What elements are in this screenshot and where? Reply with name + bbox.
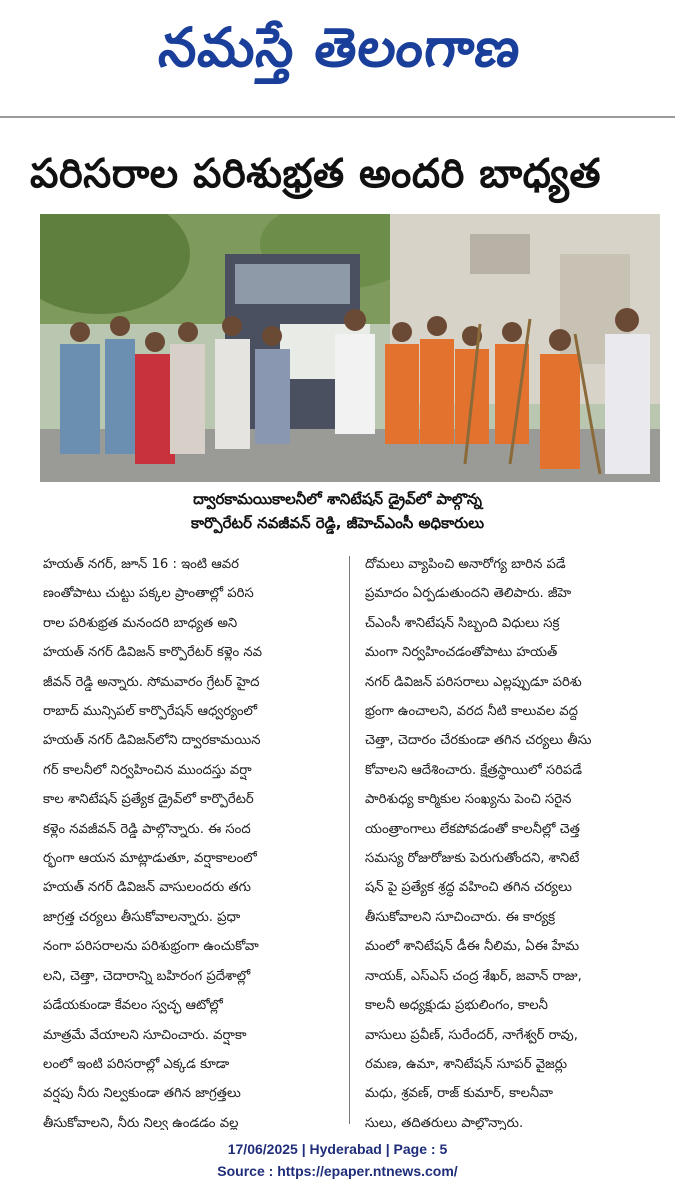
body-line: పారిశుధ్య కార్మికుల సంఖ్యను పెంచి సరైన [365,792,572,808]
right-column [365,550,665,1130]
left-column [43,550,343,1130]
body-line: జీవన్‌ రెడ్డి అన్నారు. సోమవారం గ్రేటర్‌ హైద [43,674,260,690]
article-headline: పరిసరాల పరిశుభ్రత అందరి బాధ్యత [30,151,601,197]
body-line: రమణ, ఉమా, శానిటేషన్‌ సూపర్‌ వైజర్లు [365,1056,568,1072]
body-line: నంగా పరిసరాలను పరిశుభ్రంగా ఉంచుకోవా [43,939,259,955]
body-line: కోవాలని ఆదేశించారు. క్షేత్రస్థాయిలో సరిపడే [365,762,583,778]
body-line: గర్‌ కాలనీలో నిర్వహించిన ముందస్తు వర్షా [43,762,252,778]
caption-line-2: కార్పొరేటర్‌ నవజీవన్‌ రెడ్డి, జీహెచ్‌ఎంసీ అధికారులు [190,514,485,532]
body-line: షన్‌ పై ప్రత్యేక శ్రద్ధ వహించి తగిన చర్యలు [365,880,572,896]
body-line: రాబాద్‌ మున్సిపల్‌ కార్పొరేషన్‌ ఆధ్వర్యంలో [43,704,258,720]
body-line: యంత్రాంగాలు లేకపోవడంతో కాలనీల్లో చెత్త [365,821,580,837]
body-line: చ్‌ఎంసీ శానిటేషన్‌ సిబ్బంది విధులు సక్ర [365,615,560,631]
body-line: కళ్లెం నవజీవన్‌ రెడ్డి పాల్గొన్నారు. ఈ సంద [43,821,251,837]
body-line: ప్రమాదం ఏర్పడుతుందని తెలిపారు. జీహె [365,586,572,602]
body-line: ర్భంగా ఆయన మాట్లాడుతూ, వర్షాకాలంలో [43,851,257,867]
article-body [0,550,675,1130]
footer-source-link[interactable]: Source : https://epaper.ntnews.com/ [217,1163,458,1179]
body-line: హయత్‌ నగర్‌, జూన్‌ 16 : ఇంటి ఆవర [43,557,239,572]
body-line: భ్రంగా ఉంచాలని, వరద నీటి కాలువల వద్ద [365,704,578,720]
body-line: సమస్య రోజురోజుకు పెరుగుతోందని, శానిటే [365,851,580,867]
body-line: హయత్‌ నగర్‌ డివిజన్‌లోని ద్వారకామయిన [43,733,261,749]
body-line: దోమలు వ్యాపించి అనారోగ్య బారిన పడే [365,557,566,572]
body-line: వాసులు ప్రవీణ్‌, సురేందర్‌, నాగేశ్వర్‌ రావు, [365,1027,578,1043]
caption-line-1: ద్వారకామయికాలనీలో శానిటేషన్‌ డ్రైవ్‌లో పాల్గొన్న [193,490,482,508]
body-line: తీసుకోవాలని, నీరు నిల్వ ఉండడం వల్ల [43,1115,239,1130]
article-photo [40,214,660,482]
column-divider [349,556,350,1124]
photo-of-sanitation-drive-icon [40,214,660,482]
body-line: మంగా నిర్వహించడంతోపాటు హయత్‌ [365,645,558,661]
body-line: హయత్‌ నగర్‌ డివిజన్‌ వాసులందరు తగు [43,880,251,896]
masthead [0,0,675,118]
body-line: కాలనీ అధ్యక్షుడు ప్రభులింగం, కాలనీ [365,998,548,1014]
body-line: నగర్‌ డివిజన్‌ పరిసరాలు ఎల్లప్పుడూ పరిశు [365,674,582,690]
page-footer [0,1136,675,1196]
body-line: నాయక్‌, ఎస్‌ఎస్‌ చంద్ర శేఖర్‌, జవాన్‌ రాజు, [365,968,582,984]
body-line: కాల శానిటేషన్‌ ప్రత్యేక డ్రైవ్‌లో కార్పొరేటర్‌ [43,792,254,808]
body-line: మంలో శానిటేషన్‌ డీఈ నీలిమ, ఏఈ హేమ [365,939,580,955]
body-line: లంలో ఇంటి పరిసరాల్లో ఎక్కడ కూడా [43,1056,230,1072]
body-line: హయత్‌ నగర్‌ డివిజన్‌ కార్పొరేటర్‌ కళ్లెం నవ [43,645,262,661]
body-line: వర్షపు నీరు నిల్వకుండా తగిన జాగ్రత్తలు [43,1086,241,1102]
footer-date-line: 17/06/2025 | Hyderabad | Page : 5 [227,1141,448,1157]
body-line: చెత్తా, చెదారం చేరకుండా తగిన చర్యలు తీసు [365,733,592,749]
body-line: జాగ్రత్త చర్యలు తీసుకోవాలన్నారు. ప్రధా [43,909,241,925]
photo-caption [0,482,675,544]
body-line: మధు, శ్రవణ్‌, రాజ్‌ కుమార్‌, కాలనీవా [365,1086,554,1102]
body-line: రాల పరిశుభ్రత మనందరి బాధ్యత అని [43,615,238,631]
newspaper-logo: నమస్తే తెలంగాణ [155,16,525,79]
body-line: ణంతోపాటు చుట్టు పక్కల ప్రాంతాల్లో పరిస [43,586,254,602]
body-line: మాత్రమే వేయాలని సూచించారు. వర్షాకా [43,1027,247,1043]
body-line: పడేయకుండా కేవలం స్వచ్ఛ ఆటోల్లో [43,998,223,1014]
body-line: తీసుకోవాలని సూచించారు. ఈ కార్యక్ర [365,909,556,925]
body-line: సులు, తదితరులు పాల్గొన్నారు. [365,1115,524,1130]
body-line: లని, చెత్తా, చెదారాన్ని బహిరంగ ప్రదేశాల్లో [43,968,251,984]
